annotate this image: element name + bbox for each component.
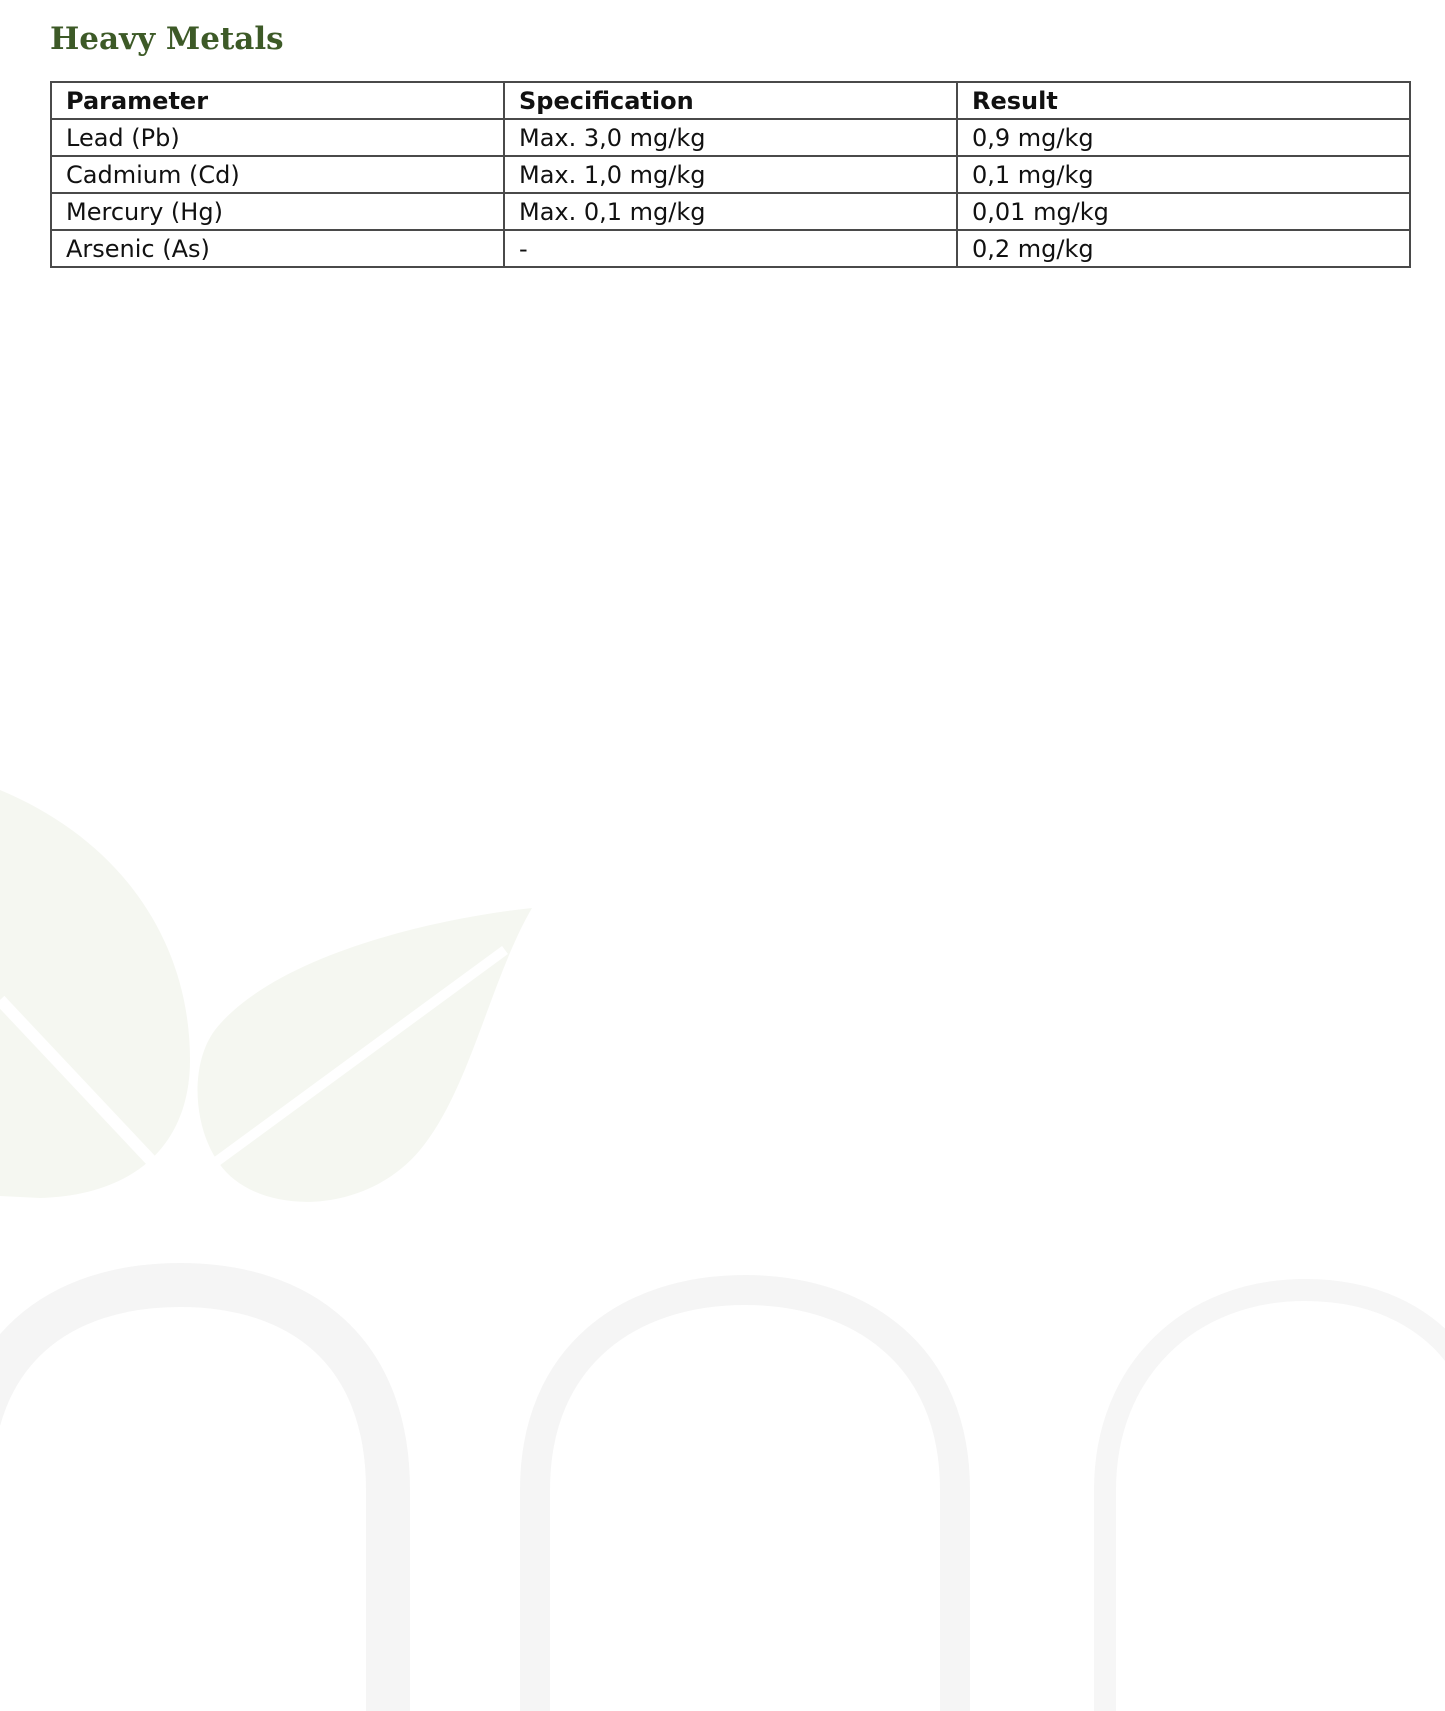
specification-cell: -: [504, 230, 957, 267]
table-row: [51, 193, 1410, 230]
table-row: [51, 119, 1410, 156]
arch-icon: [535, 1290, 955, 1711]
arch-icon: [0, 1285, 388, 1711]
specification-cell: Max. 0,1 mg/kg: [504, 193, 957, 230]
specification-cell: Max. 3,0 mg/kg: [504, 119, 957, 156]
result-cell: 0,2 mg/kg: [957, 230, 1410, 267]
table-header-row: [51, 82, 1410, 119]
parameter-cell: Lead (Pb): [51, 119, 504, 156]
table-row: [51, 230, 1410, 267]
leaf-icon: [0, 790, 190, 1198]
column-header-specification: Specification: [504, 82, 957, 119]
result-cell: 0,01 mg/kg: [957, 193, 1410, 230]
arch-icon: [1105, 1290, 1445, 1711]
heavy-metals-table: [50, 81, 1411, 268]
parameter-cell: Cadmium (Cd): [51, 156, 504, 193]
result-cell: 0,1 mg/kg: [957, 156, 1410, 193]
section-title: Heavy Metals: [50, 21, 284, 57]
document-section: [50, 18, 1410, 263]
column-header-result: Result: [957, 82, 1410, 119]
result-cell: 0,9 mg/kg: [957, 119, 1410, 156]
table-row: [51, 156, 1410, 193]
column-header-parameter: Parameter: [51, 82, 504, 119]
parameter-cell: Mercury (Hg): [51, 193, 504, 230]
parameter-cell: Arsenic (As): [51, 230, 504, 267]
specification-cell: Max. 1,0 mg/kg: [504, 156, 957, 193]
